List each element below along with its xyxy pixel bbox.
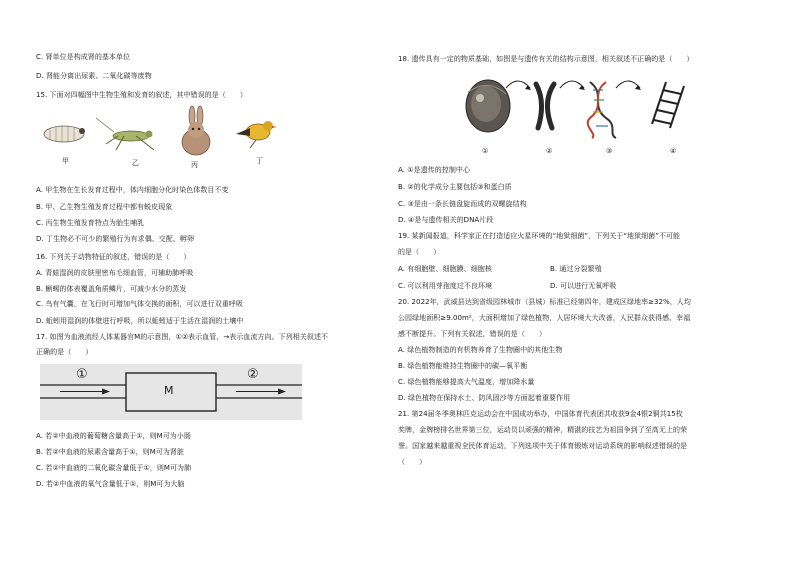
- q16-option-d: D. 蚯蚓用湿润的体壁进行呼吸，所以蚯蚓适于生活在湿润的土壤中: [36, 317, 244, 325]
- q18-label-4: ④: [670, 147, 677, 155]
- q18-label-1: ①: [482, 147, 489, 155]
- q19-option-c: C. 可以利用芽孢度过不良环境: [398, 282, 493, 290]
- q21-stem-line4: （ ）: [398, 458, 427, 466]
- q15-label-ding: 丁: [256, 157, 264, 165]
- q16-option-c: C. 鸟有气囊，在飞行时可增加气体交换的面积，可以进行双重呼吸: [36, 300, 243, 308]
- vessel-1-label: ①: [76, 367, 88, 382]
- q19-option-d: D. 可以进行无氧呼吸: [550, 282, 617, 290]
- q20-stem-line1: 20. 2022年，武威县达到省级园林城市（县城）标准已经第四年，建成区绿地率≥32%，人均: [398, 298, 691, 306]
- q15-label-bing: 丙: [191, 161, 199, 169]
- q20-option-c: C. 绿色植物能够提高大气温度，增加降水量: [398, 378, 535, 386]
- q16-stem: 16. 下列关于动物特征的叙述，错误的是（ ）: [36, 253, 191, 261]
- q19-stem-line2: 的是（ ）: [398, 248, 441, 256]
- chromosome-image: [536, 84, 554, 128]
- arrow-out-icon: [236, 389, 286, 395]
- bird-image: [236, 121, 277, 148]
- arrow-2-icon: [560, 81, 584, 88]
- q16-option-a: A. 青蛙湿润的皮肤里密布毛细血管，可辅助肺呼吸: [36, 269, 194, 277]
- q21-stem-line3: 誉。国家越来越重视全民体育运动，下列选项中关于体育锻炼对运动系统的影响叙述错误的是: [398, 442, 688, 450]
- q19-option-a: A. 有细胞壁、细胞膜、细胞核: [398, 265, 492, 273]
- q18-stem: 18. 遗传具有一定的物质基础，如图是与遗传有关的结构示意图，相关叙述不正确的是（ ）: [398, 55, 694, 63]
- silkworm-image: [44, 126, 85, 142]
- q18-option-c: C. ③是由一条长链盘旋而成的双螺旋结构: [398, 200, 527, 208]
- q15-animal-figure: [36, 104, 286, 174]
- arrow-3-icon: [616, 81, 640, 88]
- q18-option-b: B. ②的化学成分主要包括③和蛋白质: [398, 183, 512, 191]
- q17-option-d: D. 若②中血液的氧气含量低于①，则M可为大脑: [36, 480, 185, 488]
- arrow-1-icon: [506, 81, 530, 88]
- rabbit-image: [182, 106, 210, 155]
- q17-option-c: C. 若②中血液的二氧化碳含量低于①，则M可为肺: [36, 464, 192, 472]
- q15-option-a: A. 甲生物在生长发育过程中，体内细胞分化时染色体数目不变: [36, 186, 229, 194]
- q15-label-yi: 乙: [132, 159, 140, 167]
- q15-label-jia: 甲: [62, 157, 70, 165]
- q15-option-b: B. 甲、乙生物生殖发育过程中都有蜕皮现象: [36, 203, 173, 211]
- q19-option-b: B. 通过分裂繁殖: [550, 265, 602, 273]
- q14-option-c: C. 肾单位是构成肾的基本单位: [36, 53, 131, 61]
- q15-option-c: C. 丙生物生殖发育特点为胎生哺乳: [36, 219, 145, 227]
- q18-label-3: ③: [606, 147, 613, 155]
- q20-option-d: D. 绿色植物在保持水土、防风固沙等方面起着重要作用: [398, 394, 571, 402]
- q21-stem-line1: 21. 第24届冬季奥林匹克运动会在中国成功举办，中国体育代表团共收获9金4银2铜共15枚: [398, 410, 683, 418]
- q18-option-a: A. ①是遗传的控制中心: [398, 166, 470, 174]
- q21-stem-line2: 奖牌，金牌榜排名世界第三位，运动员以顽强的精神，精湛的技艺为祖国争到了至高无上的荣: [398, 426, 688, 434]
- q20-option-b: B. 绿色植物能维持生物圈中的碳—氧平衡: [398, 362, 528, 370]
- cell-nucleus-image: [466, 80, 510, 132]
- q20-option-a: A. 绿色植物制造的有机物养育了生物圈中的其他生物: [398, 346, 563, 354]
- vessel-2-label: ②: [247, 367, 259, 382]
- q20-stem-line3: 感不断提升。下列有关叙述，错误的是（ ）: [398, 330, 547, 338]
- q15-option-d: D. 丁生物必不可少的繁殖行为有求偶、交配、孵卵: [36, 235, 195, 243]
- q18-genetics-figure: [458, 68, 698, 148]
- arrow-in-icon: [60, 389, 110, 395]
- organ-m-label: M: [164, 384, 174, 397]
- q18-label-2: ②: [546, 147, 553, 155]
- q20-stem-line2: 公园绿地面积≥9.00m²，大面积增加了绿色植物，人居环境大大改善，人民群众获得感、幸福: [398, 314, 691, 322]
- q17-option-b: B. 若②中血液的尿素含量高于①，则M可为肾脏: [36, 448, 184, 456]
- q14-option-d: D. 肾能分离出尿素、二氧化碳等废物: [36, 72, 152, 80]
- dna-helix-image: [588, 82, 616, 138]
- q17-stem-line1: 17. 如图为血液流经人体某器官M的示意图，①②表示血管，→表示血流方向。下列相关叙述不: [36, 333, 329, 341]
- q15-stem: 15. 下面对四幅图中生物生殖和发育的叙述，其中错误的是（ ）: [36, 91, 247, 99]
- q19-stem: 19. 某新闻报道，科学家正在打造适应火星环境的“地狱细菌”，下列关于“地狱细菌”不可能: [398, 232, 681, 240]
- gene-segment-image: [652, 82, 684, 128]
- grasshopper-image: [96, 118, 154, 150]
- q18-option-d: D. ④是与遗传相关的DNA片段: [398, 216, 494, 224]
- q17-option-a: A. 若②中血液的葡萄糖含量高于①，则M可为小肠: [36, 432, 191, 440]
- q17-diagram: [40, 364, 302, 420]
- q17-stem-line2: 正确的是（ ）: [36, 348, 93, 356]
- q16-option-b: B. 蜥蜴的体表覆盖角质鳞片，可减少水分的蒸发: [36, 285, 187, 293]
